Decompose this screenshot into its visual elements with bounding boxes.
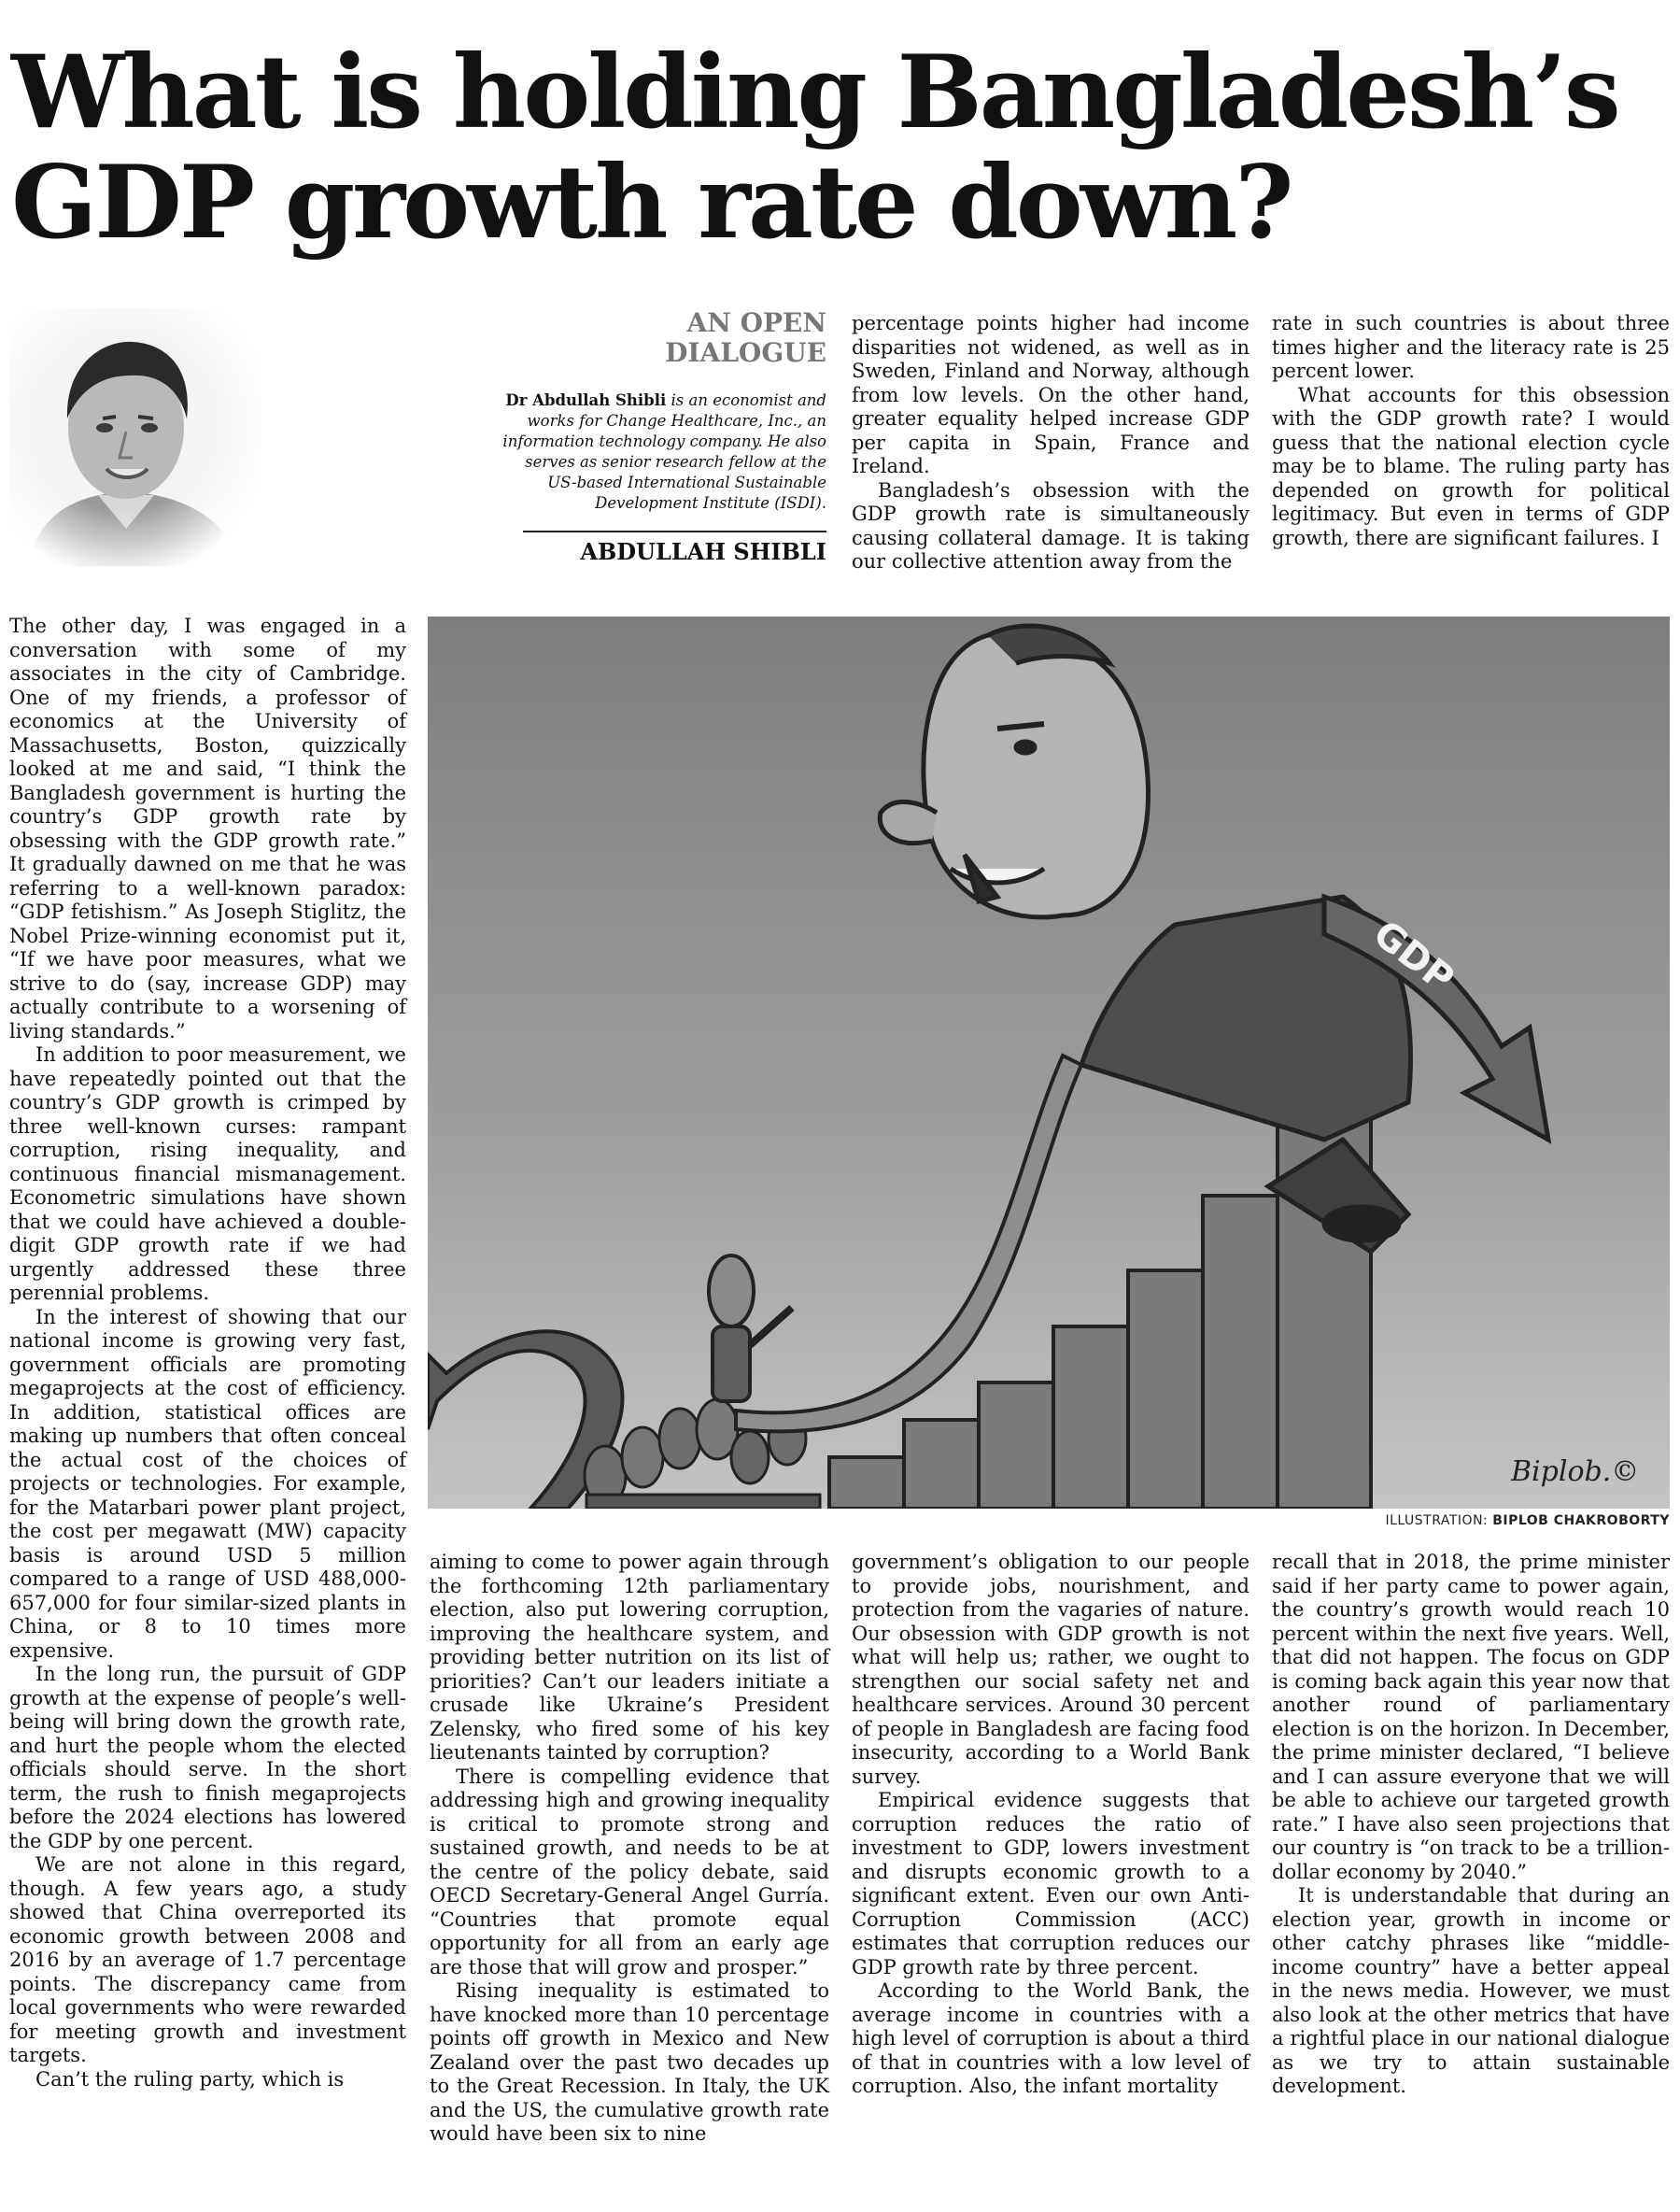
headline — [11, 34, 1673, 262]
paragraph: In the interest of showing that our national income is growing very fast, government officials are promoting megaprojects at the cost of efficiency. In addition, statistical offices are making up numbers that often conceal the actual cost of the choices of projects or technologies. For example, for the Matarbari power plant project, the cost per megawatt (MW) capacity basis is around USD 5 million compared to a range of USD 488,000-657,000 for four similar-sized plants in China, or 8 to 10 times more expensive. — [9, 1305, 406, 1662]
article-column-3-top — [1272, 312, 1670, 550]
gdp-arrow-label: GDP — [1364, 912, 1462, 1001]
paragraph: government’s obligation to our people to provide jobs, nourishment, and protection from the vagaries of nature. Our obsession with GDP growth is not what will help us; rather, we ought to strengthen our social safety net and healthcare services. Around 30 percent of people in Bangladesh are facing food insecurity, according to a World Bank survey. — [852, 1551, 1249, 1788]
paragraph: What accounts for this obsession with the GDP growth rate? I would guess that the national election cycle may be to blame. The ruling party has depended on growth for political legitimacy. But even in terms of GDP growth, there are significant failures. I — [1272, 383, 1670, 549]
paragraph: rate in such countries is about three times higher and the literacy rate is 25 percent lower. — [1272, 312, 1670, 382]
paragraph: We are not alone in this regard, though. A few years ago, a study showed that China overreported its economic growth between 2008 and 2016 by an average of 1.7 percentage points. The discrepancy came from local governments who were rewarded for meeting growth and investment targets. — [9, 1853, 406, 2066]
paragraph: Rising inequality is estimated to have knocked more than 10 percentage points off growth in Mexico and New Zealand over the past two decades up to the Great Recession. In Italy, the UK and the US, the cumulative growth rate would have been six to nine — [430, 1979, 829, 2145]
article-column-1 — [9, 615, 406, 2091]
paragraph: It is understandable that during an election year, growth in income or other catchy phrases like “middle-income country” have a better appeal in the news media. However, we must also look at the other metrics that have a rightful place in our national dialogue as we try to attain sustainable development. — [1272, 1884, 1670, 2097]
paragraph: According to the World Bank, the average income in countries with a high level of corruption is about a third of that in countries with a low level of corruption. Also, the infant mortality — [852, 1979, 1249, 2097]
paragraph: In the long run, the pursuit of GDP growth at the expense of people’s well-being will bring down the growth rate, and hurt the people whom the elected officials should serve. In the short term, the rush to finish megaprojects before the 2024 elections has lowered the GDP by one percent. — [9, 1663, 406, 1852]
author-bio-text: is an economist and works for Change Healthcare, Inc., an information technology company. He also serves as senior research fellow at the US-based International Sustainable Development Institute (ISDI). — [502, 391, 826, 512]
paragraph: Can’t the ruling party, which is — [35, 2067, 345, 2091]
paragraph: Bangladesh’s obsession with the GDP growth rate is simultaneously causing collateral damage. It is taking our collective attention away from the — [852, 478, 1249, 573]
cartoon-signature: Biplob.© — [1511, 1455, 1640, 1488]
headline-line-1: What is holding Bangladesh’s — [11, 34, 1618, 151]
byline: ABDULLAH SHIBLI — [523, 531, 826, 566]
illustration-credit — [1214, 1513, 1670, 1528]
cartoon-illustration — [428, 617, 1670, 1509]
kicker — [523, 308, 826, 368]
article-column-2-top — [852, 312, 1249, 574]
paragraph: aiming to come to power again through the forthcoming 12th parliamentary election, also put lowering corruption, improving the healthcare system, and providing better nutrition on its list of priorities? Can’t our leaders initiate a crusade like Ukraine’s President Zelensky, who fired some of his key lieutenants tainted by corruption? — [430, 1551, 829, 1764]
gdp-cartoon — [428, 617, 1670, 1509]
paragraph: percentage points higher had income disparities not widened, as well as in Sweden, Finland and Norway, although from low levels. On the other hand, greater equality helped increase GDP per capita in Spain, France and Ireland. — [852, 312, 1249, 477]
author-bio — [495, 390, 826, 514]
article-column-4-bottom — [1272, 1551, 1670, 2099]
illustration-credit-name: BIPLOB CHAKROBORTY — [1492, 1513, 1670, 1528]
author-portrait — [9, 308, 261, 566]
article-column-3-bottom — [852, 1551, 1249, 2099]
illustration-credit-label: ILLUSTRATION: — [1385, 1513, 1489, 1528]
paragraph: recall that in 2018, the prime minister said if her party came to power again, the country’s growth would reach 10 percent within the next five years. Well, that did not happen. The focus on GDP is coming back again this year now that another round of parliamentary election is on the horizon. In December, the prime minister declared, “I believe and I can assure everyone that we will be able to achieve our targeted growth rate.” I have also seen projections that our country is “on track to be a trillion-dollar economy by 2040.” — [1272, 1551, 1670, 1883]
headline-line-2: GDP growth rate down? — [11, 144, 1292, 262]
article-column-2-bottom — [430, 1551, 829, 2147]
paragraph: There is compelling evidence that addressing high and growing inequality is critical to promote strong and sustained growth, and needs to be at the centre of the policy debate, said OECD Secretary-General Angel Gurría. “Countries that promote equal opportunity for all from an early age are those that will grow and prosper.” — [430, 1765, 829, 1978]
paragraph: In addition to poor measurement, we have repeatedly pointed out that the country’s GDP growth is crimped by three well-known curses: rampant corruption, rising inequality, and continuous financial mismanagement. Econometric simulations have shown that we could have achieved a double-digit GDP growth rate if we had urgently addressed these three perennial problems. — [9, 1043, 406, 1304]
author-photo — [9, 308, 261, 566]
author-bio-name: Dr Abdullah Shibli — [505, 391, 667, 409]
kicker-line-1: AN OPEN — [686, 307, 826, 338]
paragraph: The other day, I was engaged in a conversation with some of my associates in the city of Cambridge. One of my friends, a professor of economics at the University of Massachusetts, Boston, quizzically looked at me and said, “I think the Bangladesh government is hurting the country’s GDP growth rate by obsessing with the GDP growth rate.” It gradually dawned on me that he was referring to a well-known paradox: “GDP fetishism.” As Joseph Stiglitz, the Nobel Prize-winning economist put it, “If we have poor measures, what we strive to do (say, increase GDP) may actually contribute to a worsening of living standards.” — [9, 615, 406, 1042]
paragraph: Empirical evidence suggests that corruption reduces the ratio of investment to GDP, lowers investment and disrupts economic growth to a significant extent. Even our own Anti-Corruption Commission (ACC) estimates that corruption reduces our GDP growth rate by three percent. — [852, 1789, 1249, 1978]
kicker-line-2: DIALOGUE — [665, 337, 826, 368]
